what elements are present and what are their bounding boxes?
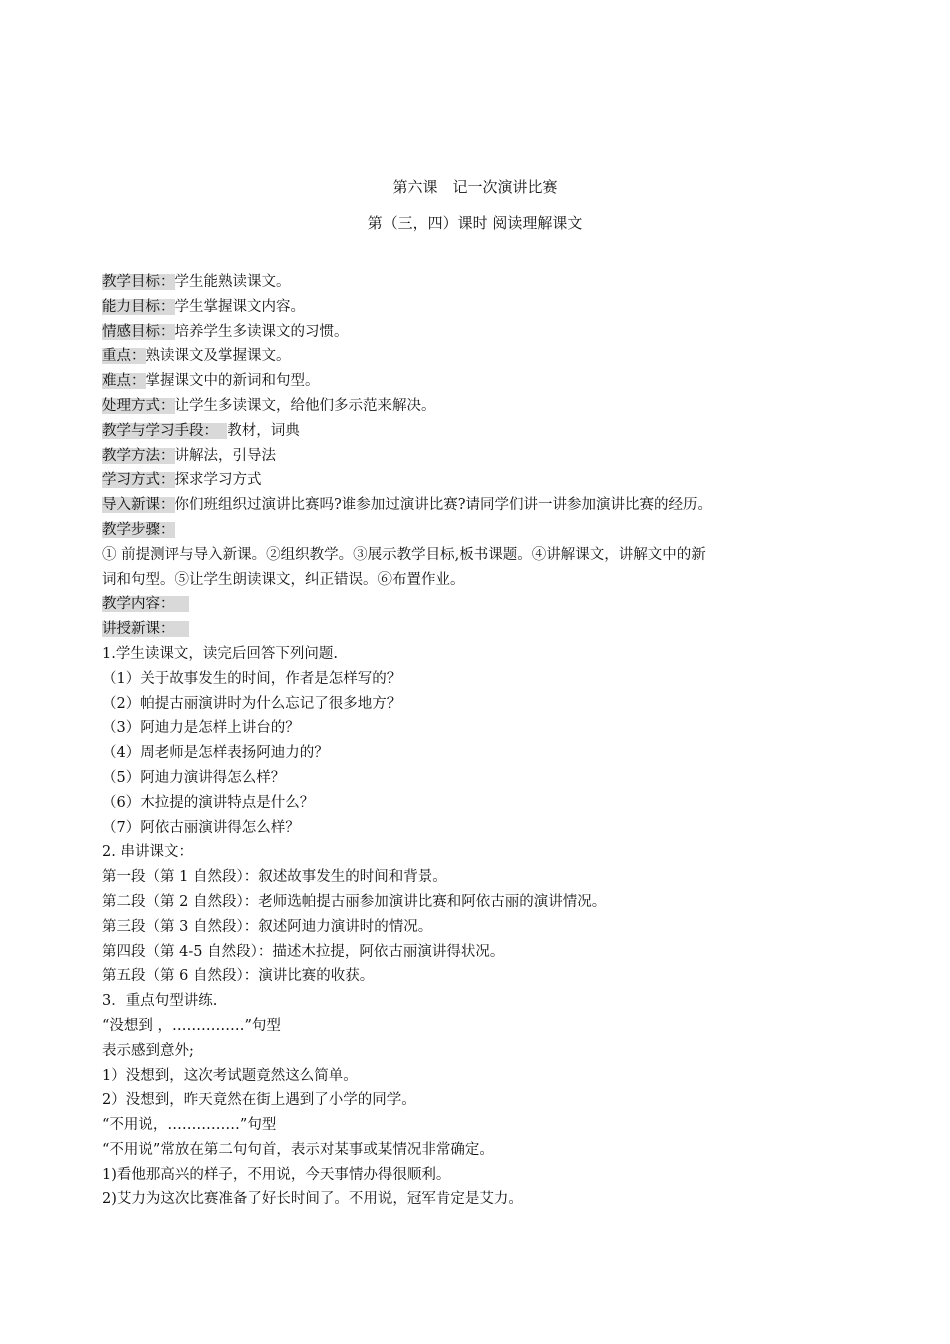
field-label: 教学方法： <box>102 447 175 464</box>
question-5: （5）阿迪力演讲得怎么样？ <box>102 769 286 786</box>
field-value: 掌握课文中的新词和句型。 <box>145 373 320 390</box>
question-4: （4）周老师是怎样表扬阿迪力的？ <box>102 745 329 762</box>
field-value: 培养学生多读课文的习惯。 <box>174 323 349 340</box>
field-handling <box>102 394 822 419</box>
field-teaching-goal <box>102 270 822 295</box>
field-value: 熟读课文及掌握课文。 <box>145 348 291 365</box>
paragraph-summary: 第四段（第 4-5 自然段）：描述木拉提，阿依古丽演讲得状况。 <box>102 943 505 960</box>
field-value: 学生掌握课文内容。 <box>174 298 305 315</box>
field-value: 讲解法，引导法 <box>174 447 276 464</box>
sentence-pattern: “没想到 ，……………”句型 <box>102 1017 281 1034</box>
question-2: （2）帕提古丽演讲时为什么忘记了很多地方？ <box>102 695 402 712</box>
paragraph-summary: 第三段（第 3 自然段）：叙述阿迪力演讲时的情况。 <box>102 918 433 935</box>
field-label: 情感目标： <box>102 323 175 340</box>
lesson-subtitle: 第（三，四）课时 阅读理解课文 <box>367 214 583 232</box>
lesson-title: 第六课 记一次演讲比赛 <box>392 178 558 196</box>
example-sentence: 2）没想到，昨天竟然在街上遇到了小学的同学。 <box>102 1092 416 1109</box>
field-teaching-method <box>102 444 822 469</box>
content-label: 教学内容： <box>102 596 175 613</box>
field-difficulty <box>102 369 822 394</box>
field-label: 重点： <box>102 348 146 365</box>
field-value: 教材，词典 <box>227 422 300 439</box>
field-emotion-goal <box>102 320 822 345</box>
field-value: 让学生多读课文，给他们多示范来解决。 <box>174 397 436 414</box>
field-learning-method <box>102 468 822 493</box>
steps-line-2: 词和句型。⑤让学生朗读课文，纠正错误。⑥布置作业。 <box>102 571 465 588</box>
text-line: 1.学生读课文，读完后回答下列问题. <box>102 645 338 662</box>
paragraph-summary: 第二段（第 2 自然段）：老师选帕提古丽参加演讲比赛和阿依古丽的演讲情况。 <box>102 893 607 910</box>
sentence-pattern: “不用说，……………”句型 <box>102 1117 277 1134</box>
field-value: 学生能熟读课文。 <box>174 274 291 290</box>
paragraph-summary: 第五段（第 6 自然段）：演讲比赛的收获。 <box>102 968 375 985</box>
lesson-content <box>102 270 822 1212</box>
field-label: 处理方式： <box>102 397 175 414</box>
field-value: 探求学习方式 <box>174 472 262 489</box>
question-1: （1）关于故事发生的时间，作者是怎样写的？ <box>102 670 402 687</box>
new-lesson-label: 讲授新课： <box>102 621 175 638</box>
new-lesson-heading <box>102 617 822 642</box>
steps-label: 教学步骤： <box>102 521 175 538</box>
text-line: “不用说”常放在第二句句首，表示对某事或某情况非常确定。 <box>102 1141 494 1158</box>
field-ability-goal <box>102 295 822 320</box>
example-sentence: 1)看他那高兴的样子，不用说，今天事情办得很顺利。 <box>102 1166 451 1183</box>
section-heading: 2. 串讲课文： <box>102 844 193 861</box>
example-sentence: 1）没想到，这次考试题竟然这么简单。 <box>102 1067 358 1084</box>
steps-line-1: ① 前提测评与导入新课。②组织教学。③展示教学目标,板书课题。④讲解课文，讲解文中的新 <box>102 546 706 563</box>
field-label: 学习方式： <box>102 472 175 489</box>
field-teaching-means <box>102 419 822 444</box>
field-value: 你们班组织过演讲比赛吗?谁参加过演讲比赛?请同学们讲一讲参加演讲比赛的经历。 <box>174 497 713 514</box>
content-heading <box>102 592 822 617</box>
section-heading: 3．重点句型讲练. <box>102 993 218 1010</box>
field-label: 教学与学习手段： <box>102 422 228 439</box>
question-3: （3）阿迪力是怎样上讲台的？ <box>102 720 300 737</box>
example-sentence: 2)艾力为这次比赛准备了好长时间了。不用说，冠军肯定是艾力。 <box>102 1191 523 1208</box>
field-label: 难点： <box>102 373 146 390</box>
field-label: 导入新课： <box>102 497 175 514</box>
field-key-point <box>102 344 822 369</box>
field-label: 教学目标： <box>102 274 175 290</box>
field-label: 能力目标： <box>102 298 175 315</box>
question-6: （6）木拉提的演讲特点是什么？ <box>102 794 315 811</box>
paragraph-summary: 第一段（第 1 自然段）：叙述故事发生的时间和背景。 <box>102 869 447 886</box>
field-introduction <box>102 493 822 518</box>
steps-heading <box>102 518 822 543</box>
question-7: （7）阿依古丽演讲得怎么样？ <box>102 819 300 836</box>
text-line: 表示感到意外; <box>102 1042 194 1059</box>
